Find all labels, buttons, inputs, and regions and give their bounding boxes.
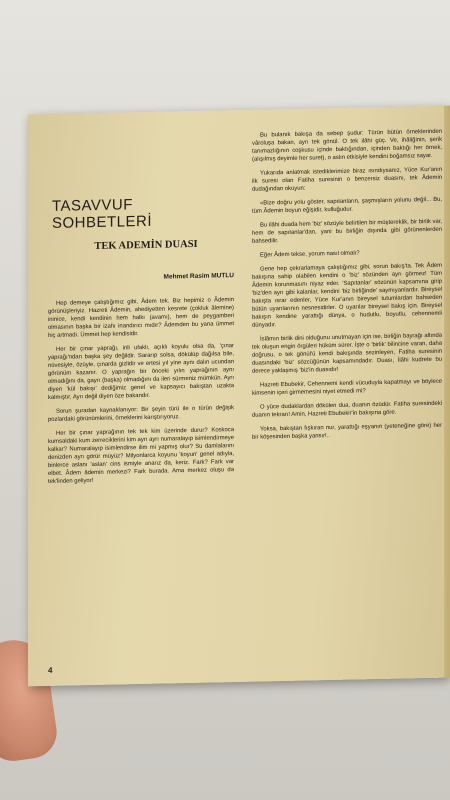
right-paragraph: Yoksa, bakıştan fışkıran nur, yarattığı eşyanın (yeteneğine göre) her bir köşesinden başka yansır!.. (252, 422, 443, 441)
left-paragraph: Her bir çınar yaprağı, irili ufaklı, açıklı koyulu olsa da, 'çınar yaprağı'ndan başka şey değildir. Sararıp solsa, dökülüp dağılsa bile, nüvesiyle, özüyle, çınarda gizlidir ve ertesi yıl yine aynı dalın ucundan görünüm kazanır. O yaprağın bir önceki yılın yaprağının aynı olmadığını da, gayrı (başka) olmadığını da ileri sürmeniz mümkün. Ayrı diyen 'kül bakışı' dediğimiz genel ve kapsayıcı bakıştan uzakta kalmıştır. Ayrı değil diyen öze bakandır. (47, 343, 234, 401)
right-paragraph: Bu ilâhi duada hem 'biz' sözüyle belirtilen bir müştereklik, bir birlik var, hem de sapıtanlar'dan, yani bu birliğin dışında gibi görünenlerden bahsedilir. (252, 218, 443, 245)
magazine-page (28, 106, 448, 687)
right-paragraph: Eğer Âdem tekse, yorum nasıl olmalı? (260, 250, 360, 259)
page-edge (444, 106, 450, 678)
right-paragraph: İslâmın birlik dini olduğunu unutmayan için ise, birliğin bayrağı altında tek oluşun engin örgüleri hüküm sürer. İşte o 'birlik' bilincine varan, daha doğrusu, o tek gönül'ü kendi bakışında sezinleyen, Fatiha suresinin duasındaki 'biz' sözcüğünün kapsamındadır. Duası, İlâhi kudrete bu derece yaklaşmış 'biz'in duasıdır! (252, 332, 443, 375)
left-paragraph: Hep demeye çalıştığımız gibi, Âdem tek. Biz hepimiz o Âdemin görünüşleriyiz. Hazreti Âdemin, ahediyetten kesrete (çokluk âlemine) ininice, kendi kendinin hem halkı (avamı), hem de peygamberi olmasının başka bir izahı inandırıcı mıdır? Âdemden bu yana ümmet hiç artmadı. Ümmet hep kendisidir. (47, 297, 234, 339)
right-paragraph: «Bize doğru yolu göster, sapıtanların, şaşmışların yolunu değil... Bu, tüm Âdemin boyun eğişidir, kulluğudur. (252, 196, 443, 215)
left-column (48, 296, 234, 492)
right-paragraph: O yüce dudaklardan dökülen dua, duanın özüdür. Fatiha suresindeki duanın tekrarı! Amin, Hazreti Ebubekir'in bakışına göre. (252, 400, 443, 419)
left-paragraph: Sorun şuradan kaynaklanıyor: Bir şeyin türü ile o türün değişik pozlardaki görünümlerini, örneklerini karıştırıyoruz. (47, 405, 234, 423)
section-title: TASAVVUF SOHBETLERİ (51, 196, 153, 232)
right-paragraph: Bu bulanık bakışa da sebep şudur: Türün bütün örneklerinden vâroluşa bakan, ayrı tek gönül. O tek ilâhi güç. Ve, ihâliğinin, şerik tanımazlığının coşkusu içinde baktığından, içinden baktığı her örnek, (alışılmış deyimle her suret), o aslın etkisiyle kendini boğamsız sayar. (252, 128, 443, 163)
page-number: 4 (47, 665, 53, 675)
article-title: TEK ADEMİN DUASI (94, 238, 198, 253)
right-paragraph: Hazreti Ebubekir, Cehennemi kendi vücuduyla kapatmayı ve böylece kimsenin içeri girmemesini niyet etmedi mi? (252, 378, 443, 397)
author-name: Mehmet Rasim MUTLU (163, 272, 234, 281)
right-column (252, 128, 442, 448)
right-paragraph: Gene hep çekrarlamaya çalıştığımız gibi, sorun bakış'ta. Tek Âdem bakışına sahip olabilen kendini o 'biz' sözünden ayrı görmez! Tüm Âdemin korunmasını niyaz eder. 'Sapıtanlar' sözünün kapsamına girip 'biz'den ayrı gibi kalanlar, kendini 'biz birliğinde' saymıyanlardır. Bireysel bakışta ısrar edenler, Yüce Kur'anın bireysel tutumlardan bahseden bütün uyarılarının nesnesidirler. O uyarılar bireysel bakış için. Bireysel bakışın kendine yarattığı dünya, o hudutlu, boyutlu, cehennemli dünyadır. (252, 262, 443, 329)
right-paragraph: Yukarıda anlatmak istediklerimize biraz ısındıysanız, Yüce Kur'anın ilk suresi olan Fatiha suresinin o benzersiz duasını, tek Âdemin dudağından okuyun: (252, 166, 443, 193)
left-paragraph: Her bir çınar yaprağının tek tek kim üzerinde durur? Koskoca kumsaldaki kum zerreciklerini kim ayrı ayrı numaralayıp isimlendirmeye kalkar? Numaralayıp isimlendirse ilim mi yapmış olur? Su damlalarını denizden ayrı görür müyüz? Milyonlarca koyunu 'koyun' genel adıyla, binlerce aslanı 'aslan' cins ismiyle anarız da, keriz. Fark? Fark var elbet. Âdem âdemin merkezi? Fark burada. Ama merkez oluşu da tek'linden geliyor! (47, 427, 234, 485)
